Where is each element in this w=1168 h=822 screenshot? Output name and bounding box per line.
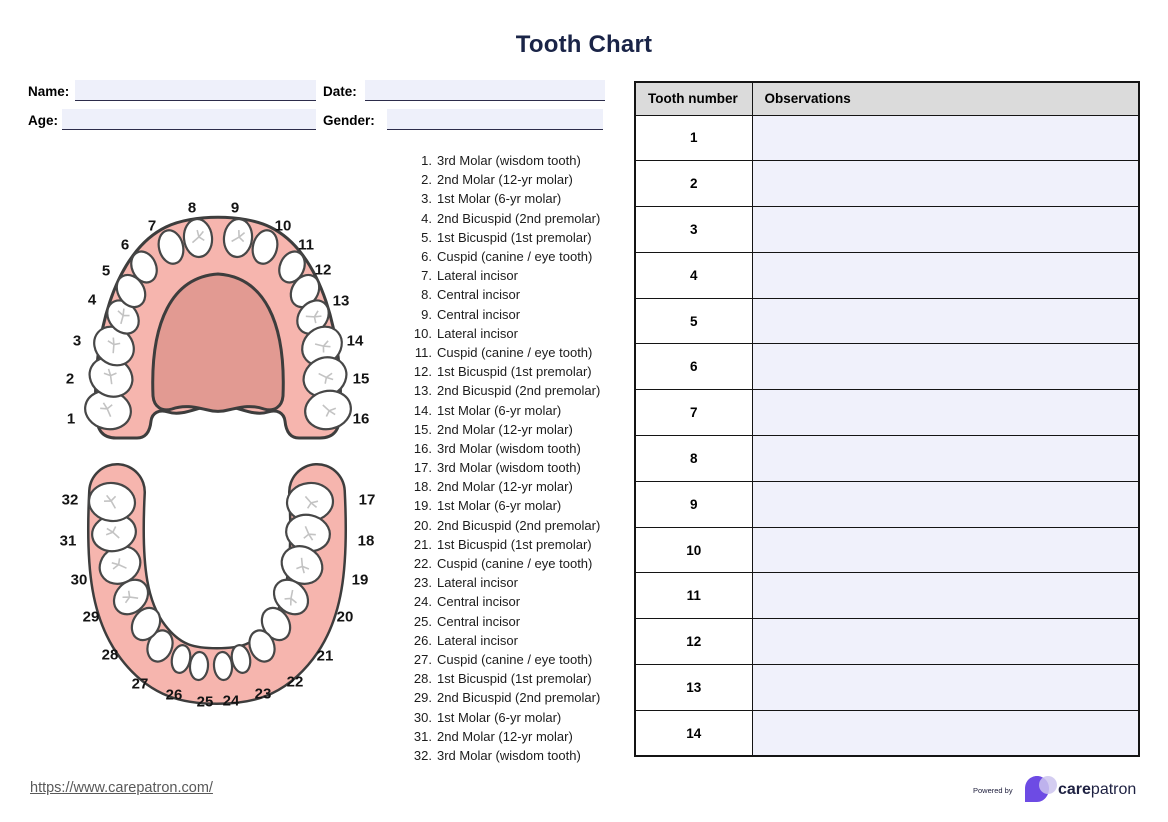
tooth-list-number: 10. (413, 325, 432, 341)
tooth-number-cell-14: 14 (635, 710, 752, 756)
tooth-list-number: 7. (421, 268, 432, 284)
upper-tooth-number-14: 14 (346, 332, 364, 350)
tooth-list-number: 13. (413, 383, 432, 399)
lower-tooth-number-29: 29 (82, 608, 100, 626)
date-input[interactable] (365, 80, 605, 101)
tooth-list-name: 1st Molar (6-yr molar) (437, 191, 562, 207)
tooth-list-number: 26. (413, 632, 432, 648)
tooth-list-number: 14. (413, 402, 432, 418)
observation-cell-13[interactable] (752, 665, 1139, 711)
tooth-list-item-2 (404, 170, 600, 189)
observation-cell-10[interactable] (752, 527, 1139, 573)
age-label: Age: (28, 113, 58, 128)
tooth-number-cell-3: 3 (635, 207, 752, 253)
table-row (635, 390, 1139, 436)
upper-tooth-number-16: 16 (352, 410, 370, 428)
upper-tooth-number-10: 10 (274, 217, 292, 235)
upper-tooth-number-2: 2 (65, 370, 75, 388)
name-input[interactable] (75, 80, 316, 101)
table-row (635, 161, 1139, 207)
tooth-list-number: 25. (413, 613, 432, 629)
tooth-list-number: 32. (413, 747, 432, 763)
upper-tooth-number-1: 1 (66, 410, 76, 428)
observations-table (634, 81, 1140, 757)
observation-cell-12[interactable] (752, 619, 1139, 665)
tooth-list-name: Lateral incisor (437, 325, 518, 341)
tooth-list-name: Cuspid (canine / eye tooth) (437, 556, 593, 572)
table-row (635, 298, 1139, 344)
tooth-list-number: 28. (413, 671, 432, 687)
observation-cell-6[interactable] (752, 344, 1139, 390)
tooth-list-item-31 (404, 727, 600, 746)
tooth-list-number: 4. (421, 210, 432, 226)
tooth-list-item-20 (404, 516, 600, 535)
lower-tooth-number-27: 27 (131, 675, 149, 693)
tooth-list-item-25 (404, 612, 600, 631)
tooth-list-number: 2. (421, 172, 432, 188)
tooth-number-cell-6: 6 (635, 344, 752, 390)
tooth-list-number: 29. (413, 690, 432, 706)
tooth-list-number: 5. (421, 229, 432, 245)
tooth-list (404, 151, 600, 765)
tooth-list-item-12 (404, 362, 600, 381)
upper-tooth-number-8: 8 (187, 199, 197, 217)
tooth-list-item-14 (404, 400, 600, 419)
observations-header: Observations (752, 82, 1139, 115)
observation-cell-11[interactable] (752, 573, 1139, 619)
tooth-number-header: Tooth number (635, 82, 752, 115)
upper-tooth-number-3: 3 (72, 332, 82, 350)
upper-tooth-number-6: 6 (120, 236, 130, 254)
upper-tooth-number-13: 13 (332, 292, 350, 310)
lower-tooth-number-25: 25 (196, 693, 214, 711)
upper-tooth-number-7: 7 (147, 217, 157, 235)
tooth-number-cell-4: 4 (635, 252, 752, 298)
tooth-list-number: 18. (413, 479, 432, 495)
tooth-number-cell-9: 9 (635, 481, 752, 527)
lower-tooth-number-18: 18 (357, 532, 375, 550)
tooth-list-item-18 (404, 477, 600, 496)
tooth-list-name: Cuspid (canine / eye tooth) (437, 651, 593, 667)
upper-tooth-number-4: 4 (87, 291, 97, 309)
lower-tooth-number-19: 19 (351, 571, 369, 589)
observation-cell-7[interactable] (752, 390, 1139, 436)
tooth-list-item-8 (404, 285, 600, 304)
tooth-list-name: 1st Molar (6-yr molar) (437, 709, 562, 725)
tooth-number-cell-11: 11 (635, 573, 752, 619)
tooth-list-item-28 (404, 669, 600, 688)
table-row (635, 344, 1139, 390)
tooth-number-cell-1: 1 (635, 115, 752, 161)
observation-cell-2[interactable] (752, 161, 1139, 207)
tooth-list-number: 16. (413, 440, 432, 456)
tooth-list-name: 2nd Bicuspid (2nd premolar) (437, 690, 601, 706)
tooth-list-name: Central incisor (437, 594, 521, 610)
lower-tooth-number-20: 20 (336, 608, 354, 626)
tooth-list-name: 3rd Molar (wisdom tooth) (437, 747, 581, 763)
page-title: Tooth Chart (515, 31, 653, 58)
tooth-list-name: 3rd Molar (wisdom tooth) (437, 460, 581, 476)
tooth-list-item-23 (404, 573, 600, 592)
upper-tooth-number-9: 9 (230, 199, 240, 217)
tooth-list-item-17 (404, 458, 600, 477)
tooth-list-name: 1st Molar (6-yr molar) (437, 402, 562, 418)
tooth-list-number: 17. (413, 460, 432, 476)
carepatron-logo-icon (1024, 775, 1058, 805)
tooth-number-cell-13: 13 (635, 665, 752, 711)
tooth-list-name: Lateral incisor (437, 632, 518, 648)
tooth-list-name: 2nd Bicuspid (2nd premolar) (437, 383, 601, 399)
tooth-list-number: 19. (413, 498, 432, 514)
tooth-list-name: 1st Bicuspid (1st premolar) (437, 671, 592, 687)
lower-tooth-number-17: 17 (358, 491, 376, 509)
tooth-list-name: 3rd Molar (wisdom tooth) (437, 440, 581, 456)
powered-by-badge (960, 772, 1150, 808)
tooth-list-item-3 (404, 189, 600, 208)
tooth-list-name: 1st Molar (6-yr molar) (437, 498, 562, 514)
tooth-list-name: Central incisor (437, 613, 521, 629)
table-row (635, 573, 1139, 619)
table-header-row (635, 82, 1139, 115)
tooth-list-item-21 (404, 535, 600, 554)
gender-input[interactable] (387, 109, 603, 130)
lower-tooth-number-22: 22 (286, 673, 304, 691)
tooth-list-item-16 (404, 439, 600, 458)
date-label: Date: (323, 84, 357, 99)
tooth-list-number: 20. (413, 517, 432, 533)
tooth-list-name: 1st Bicuspid (1st premolar) (437, 536, 592, 552)
tooth-list-name: 2nd Molar (12-yr molar) (437, 421, 573, 437)
tooth-list-name: Lateral incisor (437, 575, 518, 591)
tooth-list-item-27 (404, 650, 600, 669)
tooth-list-number: 24. (413, 594, 432, 610)
age-input[interactable] (62, 109, 316, 130)
table-row (635, 115, 1139, 161)
tooth-list-name: Cuspid (canine / eye tooth) (437, 249, 593, 265)
lower-tooth-number-32: 32 (61, 491, 79, 509)
tooth-list-name: Lateral incisor (437, 268, 518, 284)
dental-diagram (20, 190, 410, 720)
observation-cell-9[interactable] (752, 481, 1139, 527)
lower-tooth-number-30: 30 (70, 571, 88, 589)
tooth-list-item-4 (404, 209, 600, 228)
observation-cell-5[interactable] (752, 298, 1139, 344)
tooth-list-item-6 (404, 247, 600, 266)
lower-tooth-number-28: 28 (101, 646, 119, 664)
observation-cell-8[interactable] (752, 436, 1139, 482)
tooth-number-cell-8: 8 (635, 436, 752, 482)
tooth-list-item-19 (404, 496, 600, 515)
table-row (635, 436, 1139, 482)
tooth-list-number: 11. (414, 344, 432, 360)
table-row (635, 527, 1139, 573)
tooth-number-cell-7: 7 (635, 390, 752, 436)
tooth-list-name: 1st Bicuspid (1st premolar) (437, 229, 592, 245)
table-row (635, 207, 1139, 253)
tooth-list-name: 2nd Bicuspid (2nd premolar) (437, 517, 601, 533)
tooth-list-number: 22. (413, 556, 432, 572)
tooth-list-name: 2nd Molar (12-yr molar) (437, 479, 573, 495)
lower-tooth-number-26: 26 (165, 686, 183, 704)
tooth-list-name: Central incisor (437, 306, 521, 322)
tooth-list-number: 9. (421, 306, 432, 322)
lower-tooth-number-23: 23 (254, 685, 272, 703)
tooth-list-name: 3rd Molar (wisdom tooth) (437, 153, 581, 169)
table-row (635, 252, 1139, 298)
tooth-list-item-1 (404, 151, 600, 170)
gender-label: Gender: (323, 113, 375, 128)
tooth-list-number: 31. (413, 728, 432, 744)
tooth-list-item-13 (404, 381, 600, 400)
upper-tooth-number-5: 5 (101, 262, 111, 280)
tooth-list-item-22 (404, 554, 600, 573)
tooth-list-number: 27. (413, 651, 432, 667)
tooth-list-item-7 (404, 266, 600, 285)
tooth-list-number: 1. (421, 153, 432, 169)
tooth-list-item-11 (404, 343, 600, 362)
tooth-list-number: 3. (421, 191, 432, 207)
tooth-list-name: 2nd Molar (12-yr molar) (437, 172, 573, 188)
tooth-list-number: 6. (421, 249, 432, 265)
upper-tooth-number-15: 15 (352, 370, 370, 388)
tooth-list-item-26 (404, 631, 600, 650)
tooth-list-item-9 (404, 305, 600, 324)
tooth-list-name: 2nd Molar (12-yr molar) (437, 728, 573, 744)
table-row (635, 481, 1139, 527)
carepatron-wordmark: carepatron (1058, 781, 1137, 798)
tooth-number-cell-5: 5 (635, 298, 752, 344)
tooth-list-item-10 (404, 324, 600, 343)
tooth-number-cell-12: 12 (635, 619, 752, 665)
carepatron-link[interactable]: https://www.carepatron.com/ (30, 780, 213, 796)
observation-cell-3[interactable] (752, 207, 1139, 253)
tooth-list-name: 2nd Bicuspid (2nd premolar) (437, 210, 601, 226)
tooth-list-item-32 (404, 746, 600, 765)
tooth-list-name: 1st Bicuspid (1st premolar) (437, 364, 592, 380)
tooth-list-number: 30. (413, 709, 432, 725)
tooth-list-name: Central incisor (437, 287, 521, 303)
powered-by-label: Powered by (973, 786, 1013, 795)
tooth-list-number: 15. (413, 421, 432, 437)
tooth-list-item-30 (404, 707, 600, 726)
tooth-list-number: 21. (413, 536, 432, 552)
tooth-list-item-5 (404, 228, 600, 247)
observation-cell-1[interactable] (752, 115, 1139, 161)
tooth-number-cell-10: 10 (635, 527, 752, 573)
tooth-list-name: Cuspid (canine / eye tooth) (437, 344, 593, 360)
tooth-list-number: 8. (421, 287, 432, 303)
tooth-list-item-15 (404, 420, 600, 439)
name-label: Name: (28, 84, 70, 99)
observation-cell-14[interactable] (752, 710, 1139, 756)
upper-tooth-number-12: 12 (314, 261, 332, 279)
observation-cell-4[interactable] (752, 252, 1139, 298)
lower-tooth-number-21: 21 (316, 647, 334, 665)
tooth-list-number: 12. (413, 364, 432, 380)
lower-tooth-number-31: 31 (59, 532, 77, 550)
table-row (635, 619, 1139, 665)
lower-tooth-number-24: 24 (222, 692, 240, 710)
upper-tooth-number-11: 11 (298, 236, 314, 254)
tooth-number-cell-2: 2 (635, 161, 752, 207)
tooth-list-number: 23. (413, 575, 432, 591)
table-row (635, 665, 1139, 711)
tooth-list-item-24 (404, 592, 600, 611)
table-row (635, 710, 1139, 756)
tooth-list-item-29 (404, 688, 600, 707)
